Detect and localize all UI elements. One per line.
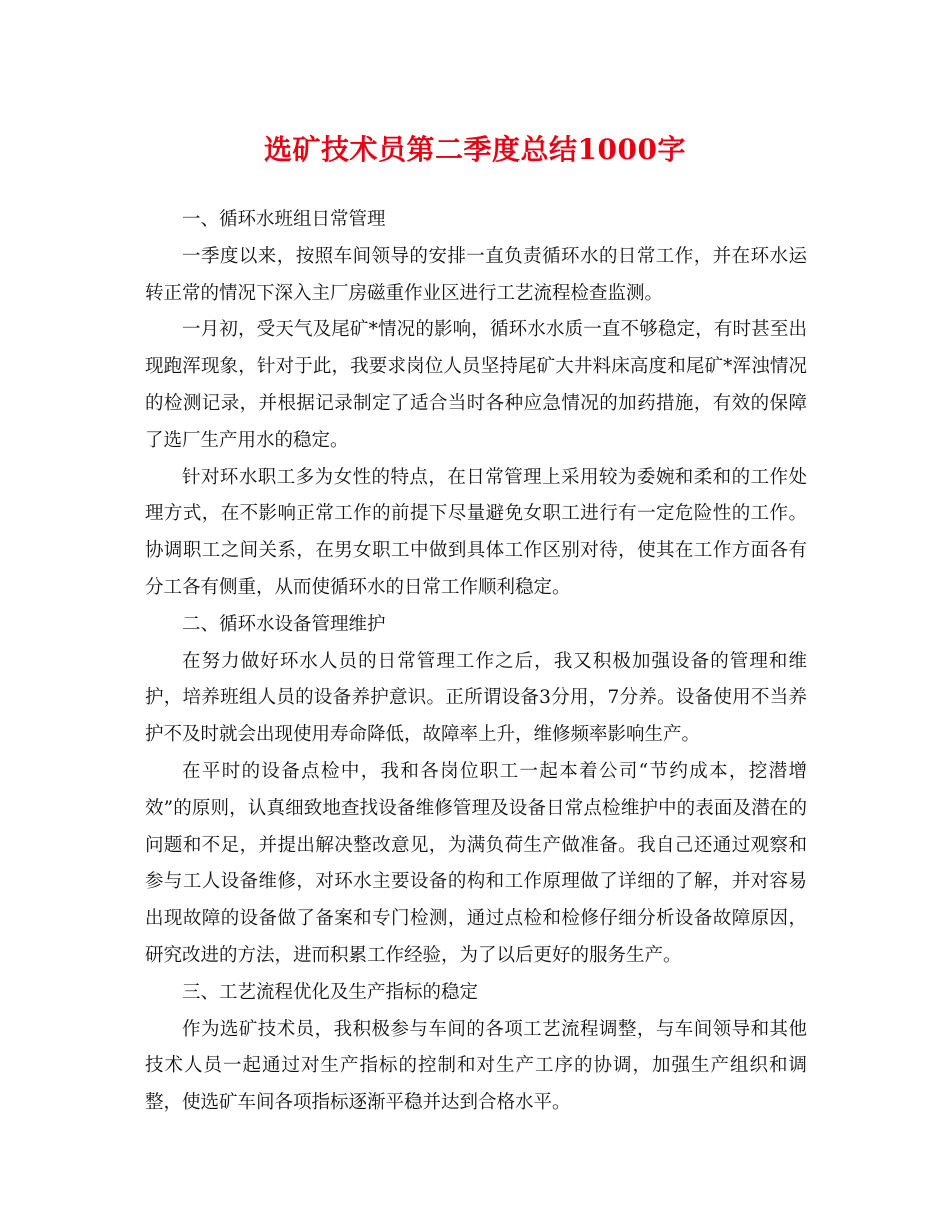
document-body	[145, 202, 807, 1122]
paragraph: 在努力做好环水人员的日常管理工作之后，我又积极加强设备的管理和维护，培养班组人员的设备养护意识。正所谓设备3分用，7分养。设备使用不当养护不及时就会出现使用寿命降低，故障率上升，维修频率影响生产。	[145, 650, 807, 746]
paragraph: 一季度以来，按照车间领导的安排一直负责循环水的日常工作，并在环水运转正常的情况下深入主厂房磁重作业区进行工艺流程检查监测。	[145, 245, 807, 304]
paragraph: 在平时的设备点检中，我和各岗位职工一起本着公司“节约成本，挖潜增效”的原则，认真细致地查找设备维修管理及设备日常点检维护中的表面及潜在的问题和不足，并提出解决整改意见，为满负荷生产做准备。我自己还通过观察和参与工人设备维修，对环水主要设备的构和工作原理做了详细的了解，并对容易出现故障的设备做了备案和专门检测，通过点检和检修仔细分析设备故障原因，研究改进的方法，进而积累工作经验，为了以后更好的服务生产。	[145, 760, 807, 966]
section-heading-3: 三、工艺流程优化及生产指标的稳定	[182, 981, 479, 1003]
section-heading-1: 一、循环水班组日常管理	[182, 209, 386, 230]
paragraph: 针对环水职工多为女性的特点，在日常管理上采用较为委婉和柔和的工作处理方式，在不影响正常工作的前提下尽量避免女职工进行有一定危险性的工作。协调职工之间关系，在男女职工中做到具体工作区别对待，使其在工作方面各有分工各有侧重，从而使循环水的日常工作顺利稳定。	[145, 466, 807, 598]
paragraph: 作为选矿技术员，我积极参与车间的各项工艺流程调整，与车间领导和其他技术人员一起通过对生产指标的控制和对生产工序的协调，加强生产组织和调整，使选矿车间各项指标逐渐平稳并达到合格水平。	[145, 1018, 807, 1114]
paragraph: 一月初，受天气及尾矿*情况的影响，循环水水质一直不够稳定，有时甚至出现跑浑现象，针对于此，我要求岗位人员坚持尾矿大井料床高度和尾矿*浑浊情况的检测记录，并根据记录制定了适合当时各种应急情况的加药措施，有效的保障了选厂生产用水的稳定。	[145, 319, 807, 451]
section-heading-2: 二、循环水设备管理维护	[182, 613, 386, 635]
document-title: 选矿技术员第二季度总结1000字	[264, 133, 686, 166]
